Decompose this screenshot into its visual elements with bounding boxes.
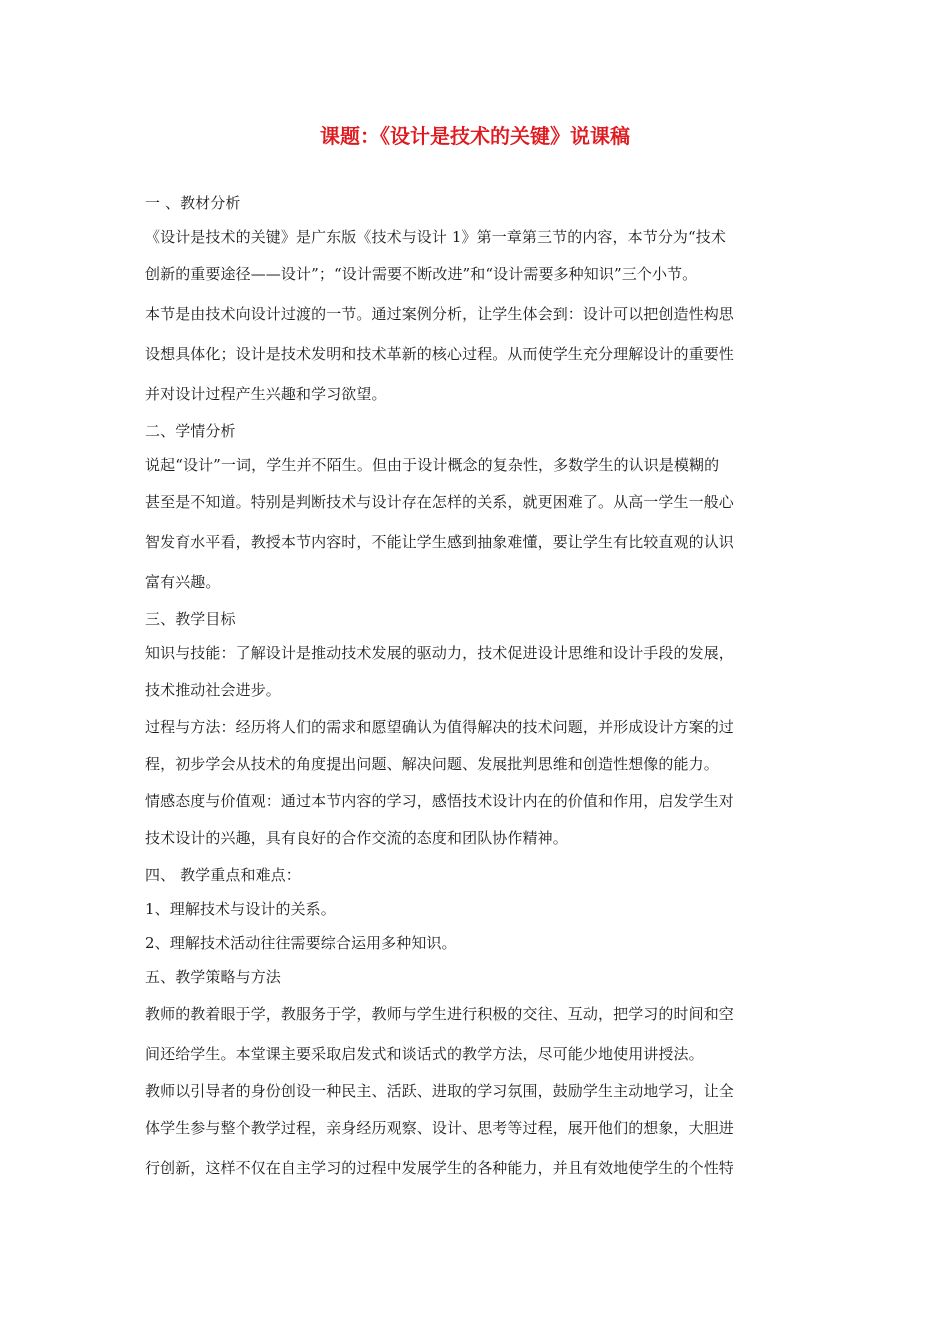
section-heading-student-analysis: 二、学情分析 bbox=[145, 422, 236, 440]
paragraph-line: 说起“设计”一词，学生并不陌生。但由于设计概念的复杂性，多数学生的认识是模糊的 bbox=[145, 456, 720, 474]
document-body bbox=[145, 186, 807, 1188]
section-heading-teaching-goals: 三、教学目标 bbox=[145, 610, 236, 628]
section-heading-textbook-analysis: 一 、教材分析 bbox=[145, 194, 241, 212]
paragraph-line: 技术推动社会进步。 bbox=[145, 681, 281, 699]
paragraph-line: 体学生参与整个教学过程，亲身经历观察、设计、思考等过程，展开他们的想象，大胆进 bbox=[145, 1119, 734, 1137]
paragraph-line: 本节是由技术向设计过渡的一节。通过案例分析，让学生体会到：设计可以把创造性构思 bbox=[145, 305, 734, 323]
paragraph-line: 技术设计的兴趣，具有良好的合作交流的态度和团队协作精神。 bbox=[145, 829, 568, 847]
paragraph-line: 智发育水平看，教授本节内容时，不能让学生感到抽象难懂，要让学生有比较直观的认识 bbox=[145, 533, 734, 551]
section-heading-key-points: 四、 教学重点和难点： bbox=[145, 866, 301, 884]
paragraph-line: 设想具体化；设计是技术发明和技术革新的核心过程。从而使学生充分理解设计的重要性 bbox=[145, 345, 734, 363]
paragraph-line: 间还给学生。本堂课主要采取启发式和谈话式的教学方法，尽可能少地使用讲授法。 bbox=[145, 1045, 704, 1063]
paragraph-line: 创新的重要途径——设计”；“设计需要不断改进”和“设计需要多种知识”三个小节。 bbox=[145, 265, 698, 283]
paragraph-line: 富有兴趣。 bbox=[145, 573, 221, 591]
list-item: 1、理解技术与设计的关系。 bbox=[145, 900, 336, 918]
paragraph-line: 并对设计过程产生兴趣和学习欲望。 bbox=[145, 385, 387, 403]
paragraph-line: 教师以引导者的身份创设一种民主、活跃、进取的学习氛围，鼓励学生主动地学习，让全 bbox=[145, 1082, 734, 1100]
paragraph-line: 甚至是不知道。特别是判断技术与设计存在怎样的关系，就更困难了。从高一学生一般心 bbox=[145, 493, 734, 511]
paragraph-line: 知识与技能：了解设计是推动技术发展的驱动力，技术促进设计思维和设计手段的发展， bbox=[145, 644, 734, 662]
document-title: 课题：《设计是技术的关键》说课稿 bbox=[320, 124, 630, 148]
paragraph-line: 《设计是技术的关键》是广东版《技术与设计 1》第一章第三节的内容，本节分为“技术 bbox=[145, 228, 726, 246]
section-heading-teaching-strategy: 五、教学策略与方法 bbox=[145, 968, 281, 986]
paragraph-line: 行创新，这样不仅在自主学习的过程中发展学生的各种能力，并且有效地使学生的个性特 bbox=[145, 1159, 734, 1177]
paragraph-line: 程，初步学会从技术的角度提出问题、解决问题、发展批判思维和创造性想像的能力。 bbox=[145, 755, 719, 773]
paragraph-line: 教师的教着眼于学，教服务于学，教师与学生进行积极的交往、互动，把学习的时间和空 bbox=[145, 1005, 734, 1023]
paragraph-line: 过程与方法：经历将人们的需求和愿望确认为值得解决的技术问题，并形成设计方案的过 bbox=[145, 718, 734, 736]
paragraph-line: 情感态度与价值观：通过本节内容的学习，感悟技术设计内在的价值和作用，启发学生对 bbox=[145, 792, 734, 810]
list-item: 2、理解技术活动往往需要综合运用多种知识。 bbox=[145, 934, 457, 952]
